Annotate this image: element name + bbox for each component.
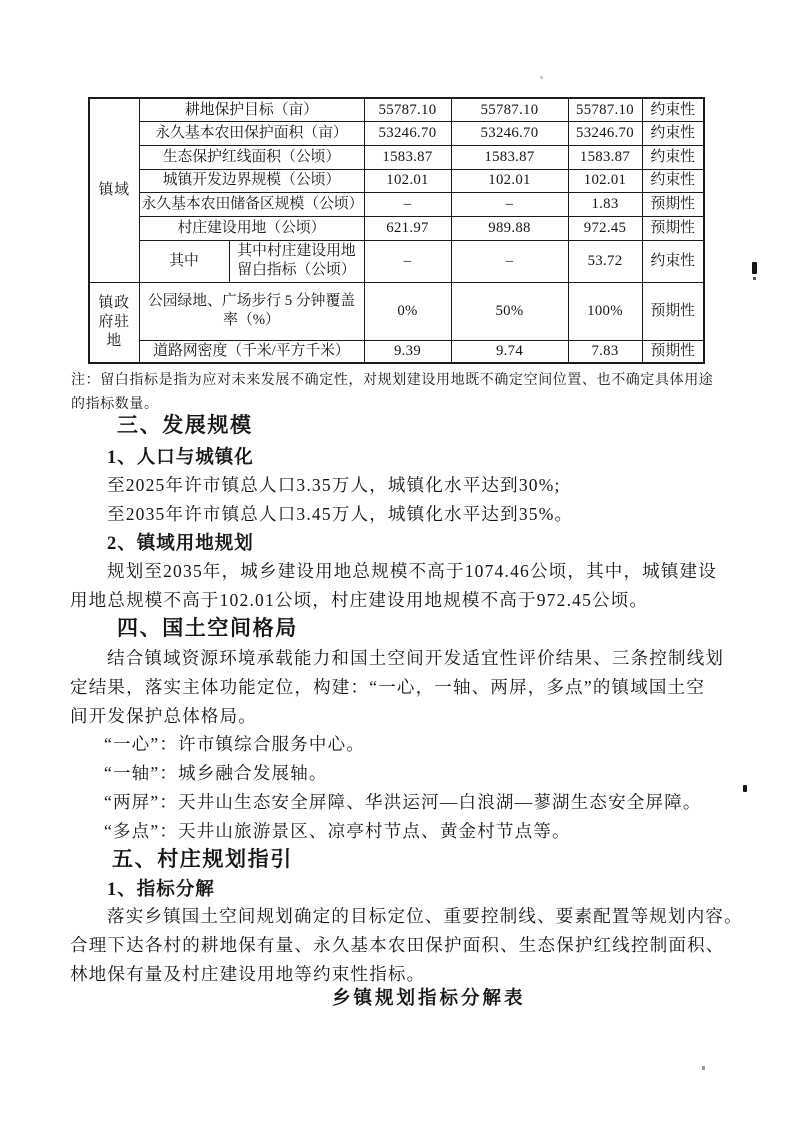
text-line-one-axis: “一轴”：城乡融合发展轴。 — [104, 763, 328, 783]
value-cell: 9.39 — [364, 340, 451, 363]
row-group-town-seat: 镇政府驻地 — [89, 282, 139, 363]
indicator-cell: 道路网密度（千米/平方千米） — [139, 340, 364, 363]
attribute-cell: 预期性 — [642, 282, 704, 340]
text-line-pattern-3: 间开发保护总体格局。 — [70, 706, 257, 726]
table-row — [89, 169, 704, 193]
indicator-cell: 生态保护红线面积（公顷） — [139, 145, 364, 169]
value-cell: 100% — [568, 282, 642, 340]
table-note-line-2: 的指标数量。 — [71, 397, 159, 412]
indicator-cell: 城镇开发边界规模（公顷） — [139, 169, 364, 193]
value-cell: 53.72 — [568, 240, 642, 282]
value-cell: – — [451, 240, 568, 282]
sub-group-cell: 其中 — [139, 240, 229, 282]
text-line-decomposition-1: 落实乡镇国土空间规划确定的目标定位、重要控制线、要素配置等规划内容。 — [107, 906, 743, 926]
value-cell: 55787.10 — [451, 98, 568, 122]
scan-artifact-speck — [702, 1066, 705, 1070]
value-cell: 102.01 — [364, 169, 451, 193]
indicator-cell: 公园绿地、广场步行 5 分钟覆盖率（%） — [139, 282, 364, 340]
indicator-cell: 其中村庄建设用地留白指标（公顷） — [229, 240, 364, 282]
indicator-cell: 永久基本农田储备区规模（公顷） — [139, 193, 364, 217]
value-cell: 7.83 — [568, 340, 642, 363]
value-cell: 1583.87 — [568, 145, 642, 169]
value-cell: 53246.70 — [568, 122, 642, 146]
text-line-pattern-2: 定结果，落实主体功能定位，构建：“一心，一轴、两屏，多点”的镇域国土空 — [70, 677, 706, 697]
value-cell: – — [364, 193, 451, 217]
text-line-land-scale-1: 规划至2035年，城乡建设用地总规模不高于1074.46公顷，其中，城镇建设 — [107, 561, 717, 581]
table-note-line-1: 注：留白指标是指为应对未来发展不确定性，对规划建设用地既不确定空间位置、也不确定具体用途 — [71, 373, 714, 388]
attribute-cell: 预期性 — [642, 340, 704, 363]
value-cell: 102.01 — [568, 169, 642, 193]
subheading-population-urbanization: 1、人口与城镇化 — [107, 448, 254, 468]
table-row — [89, 145, 704, 169]
value-cell: 55787.10 — [364, 98, 451, 122]
scan-artifact-mark — [743, 785, 747, 792]
value-cell: 621.97 — [364, 216, 451, 240]
text-line-multi-points: “多点”：天井山旅游景区、凉亭村节点、黄金村节点等。 — [104, 821, 571, 841]
text-line-population-2035: 至2035年许市镇总人口3.45万人，城镇化水平达到35%。 — [107, 504, 574, 524]
value-cell: – — [364, 240, 451, 282]
value-cell: 53246.70 — [364, 122, 451, 146]
scan-artifact-dot — [753, 277, 756, 280]
value-cell: 1.83 — [568, 193, 642, 217]
scan-artifact-mark — [752, 262, 757, 274]
table-row — [89, 340, 704, 363]
attribute-cell: 约束性 — [642, 145, 704, 169]
table-row — [89, 240, 704, 282]
attribute-cell: 预期性 — [642, 193, 704, 217]
row-group-town-area: 镇域 — [89, 98, 139, 282]
indicator-cell: 永久基本农田保护面积（亩） — [139, 122, 364, 146]
subheading-indicator-decomposition: 1、指标分解 — [107, 880, 215, 900]
attribute-cell: 约束性 — [642, 240, 704, 282]
indicator-cell: 村庄建设用地（公顷） — [139, 216, 364, 240]
value-cell: – — [451, 193, 568, 217]
value-cell: 972.45 — [568, 216, 642, 240]
heading-village-planning-guide: 五、村庄规划指引 — [112, 847, 293, 871]
attribute-cell: 约束性 — [642, 98, 704, 122]
value-cell: 102.01 — [451, 169, 568, 193]
attribute-cell: 约束性 — [642, 169, 704, 193]
value-cell: 50% — [451, 282, 568, 340]
table-row — [89, 282, 704, 340]
table-row — [89, 98, 704, 122]
table-title-indicator-decomposition: 乡镇规划指标分解表 — [332, 989, 526, 1009]
indicator-cell: 耕地保护目标（亩） — [139, 98, 364, 122]
value-cell: 989.88 — [451, 216, 568, 240]
planning-indicators-table — [88, 97, 705, 364]
subheading-land-use-plan: 2、镇域用地规划 — [107, 534, 254, 554]
table-row — [89, 122, 704, 146]
value-cell: 0% — [364, 282, 451, 340]
heading-territorial-pattern: 四、国土空间格局 — [117, 616, 298, 640]
text-line-two-screens: “两屏”：天井山生态安全屏障、华洪运河—白浪湖—蓼湖生态安全屏障。 — [104, 792, 702, 812]
text-line-population-2025: 至2025年许市镇总人口3.35万人，城镇化水平达到30%; — [107, 475, 561, 495]
attribute-cell: 预期性 — [642, 216, 704, 240]
text-line-decomposition-3: 林地保有量及村庄建设用地等约束性指标。 — [70, 964, 426, 984]
table-row — [89, 216, 704, 240]
text-line-land-scale-2: 用地总规模不高于102.01公顷，村庄建设用地规模不高于972.45公顷。 — [70, 590, 649, 610]
scan-artifact-speck — [540, 76, 543, 79]
table-row — [89, 193, 704, 217]
attribute-cell: 约束性 — [642, 122, 704, 146]
text-line-decomposition-2: 合理下达各村的耕地保有量、永久基本农田保护面积、生态保护红线控制面积、 — [70, 935, 725, 955]
value-cell: 1583.87 — [364, 145, 451, 169]
value-cell: 1583.87 — [451, 145, 568, 169]
value-cell: 53246.70 — [451, 122, 568, 146]
text-line-one-center: “一心”：许市镇综合服务中心。 — [104, 734, 366, 754]
text-line-pattern-1: 结合镇域资源环境承载能力和国土空间开发适宜性评价结果、三条控制线划 — [107, 648, 725, 668]
heading-development-scale: 三、发展规模 — [117, 413, 253, 437]
value-cell: 9.74 — [451, 340, 568, 363]
value-cell: 55787.10 — [568, 98, 642, 122]
